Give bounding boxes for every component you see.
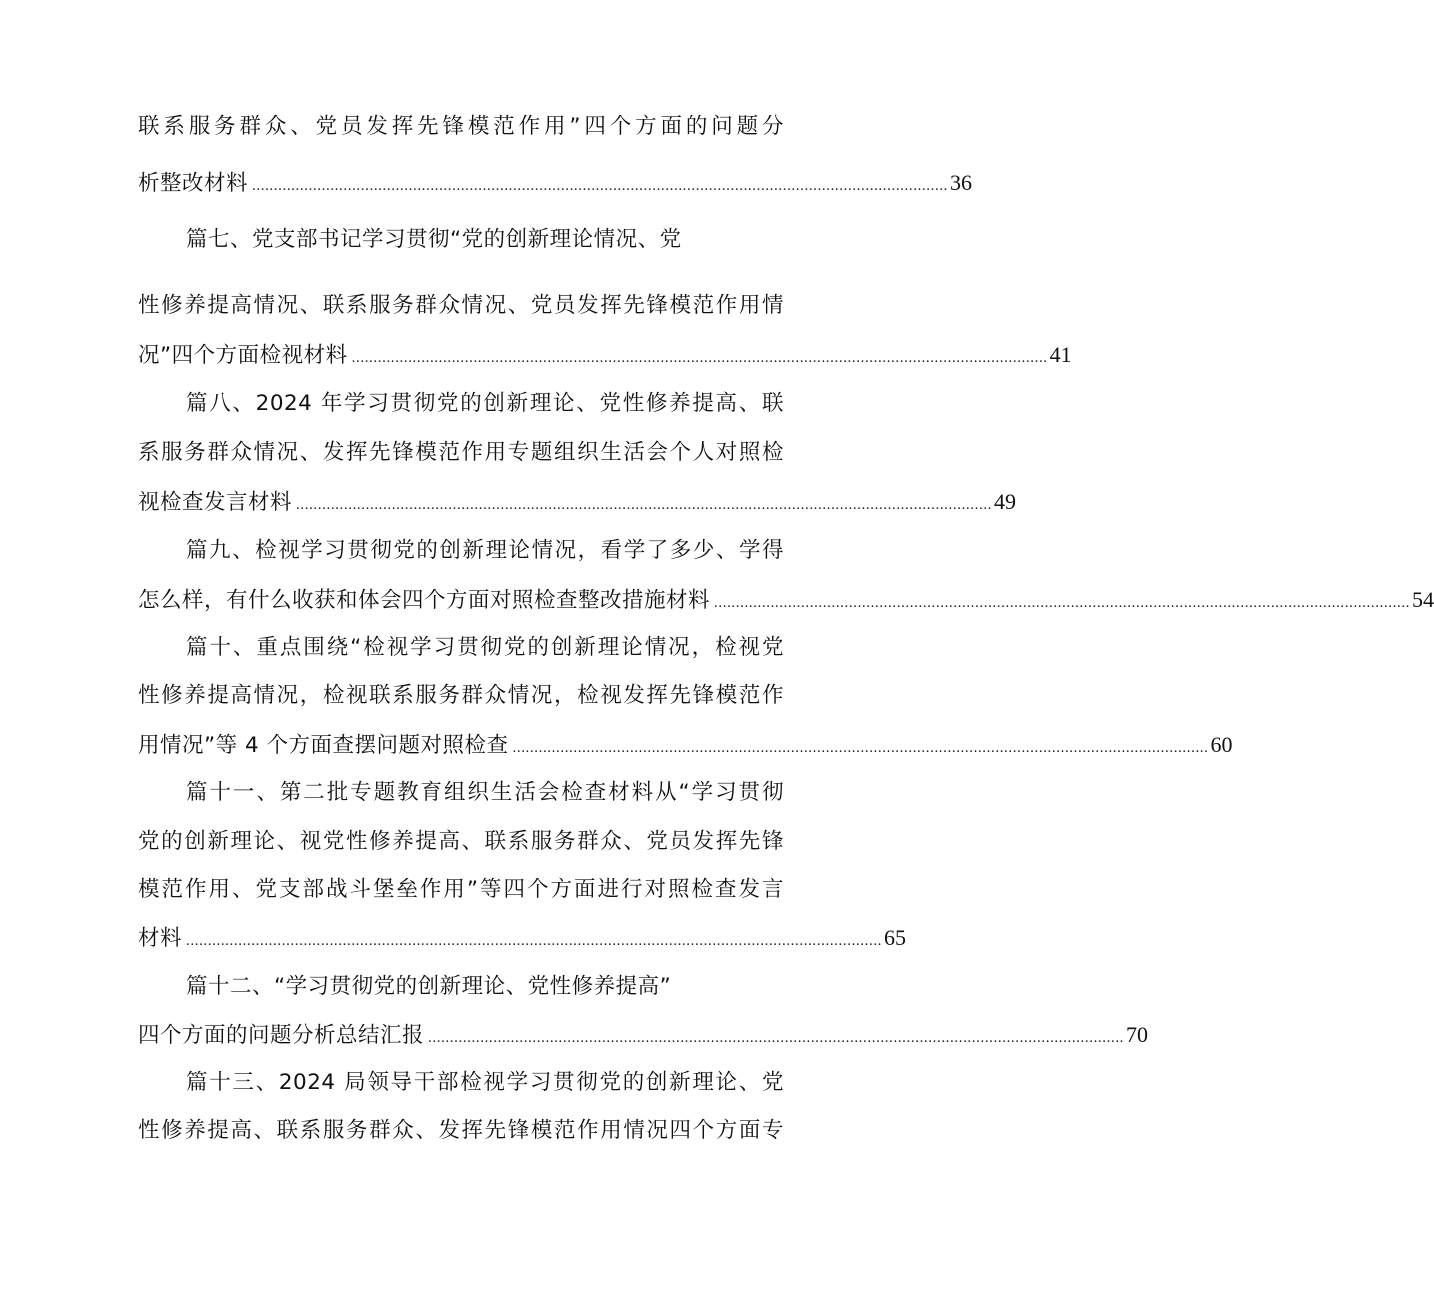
toc-entry-last-line[interactable] bbox=[138, 1015, 1149, 1055]
toc-page-number: 70 bbox=[1126, 1022, 1149, 1047]
dot-leader: ................................................................................................................................................................ bbox=[186, 933, 883, 949]
toc-page-number: 54 bbox=[1412, 587, 1434, 612]
toc-entry-last-line[interactable] bbox=[138, 163, 973, 203]
toc-page-number: 49 bbox=[994, 489, 1017, 514]
toc-entry-title: 怎么样，有什么收获和体会四个方面对照检查整改措施材料 bbox=[138, 588, 711, 613]
dot-leader: ................................................................................................................................................................ bbox=[252, 178, 949, 194]
toc-entry-line: 篇十、重点围绕“检视学习贯彻党的创新理论情况，检视党 bbox=[186, 635, 784, 660]
toc-entry-title: 材料 bbox=[138, 926, 183, 951]
toc-entry-line: 性修养提高情况、联系服务群众情况、党员发挥先锋模范作用情 bbox=[138, 293, 784, 318]
toc-entry-last-line[interactable] bbox=[138, 725, 1233, 765]
toc-entry-line: 篇九、检视学习贯彻党的创新理论情况，看学了多少、学得 bbox=[186, 538, 784, 563]
toc-entry-line: 篇十三、2024 局领导干部检视学习贯彻党的创新理论、党 bbox=[186, 1070, 784, 1095]
toc-entry-title: 视检查发言材料 bbox=[138, 490, 293, 515]
toc-entry-last-line[interactable] bbox=[138, 335, 1072, 375]
toc-entry-line: 性修养提高情况，检视联系服务群众情况，检视发挥先锋模范作 bbox=[138, 683, 784, 708]
toc-entry-line: 联系服务群众、党员发挥先锋模范作用”四个方面的问题分 bbox=[138, 114, 784, 139]
toc-entry-title: 用情况”等 4 个方面查摆问题对照检查 bbox=[138, 733, 509, 758]
dot-leader: ................................................................................................................................................................ bbox=[512, 740, 1209, 756]
toc-entry-last-line[interactable] bbox=[138, 482, 1017, 522]
toc-entry-line: 党的创新理论、视党性修养提高、联系服务群众、党员发挥先锋 bbox=[138, 829, 784, 854]
toc-entry-last-line[interactable] bbox=[138, 580, 1434, 620]
toc-page-number: 60 bbox=[1210, 732, 1233, 757]
toc-page-number: 36 bbox=[950, 170, 973, 195]
toc-page-number: 41 bbox=[1049, 342, 1072, 367]
dot-leader: ................................................................................................................................................................ bbox=[351, 350, 1048, 366]
toc-entry-line: 篇七、党支部书记学习贯彻“党的创新理论情况、党 bbox=[186, 227, 682, 252]
toc-entry-line: 系服务群众情况、发挥先锋模范作用专题组织生活会个人对照检 bbox=[138, 440, 784, 465]
toc-page-number: 65 bbox=[884, 925, 907, 950]
toc-entry-title: 况”四个方面检视材料 bbox=[138, 343, 348, 368]
toc-entry-title: 四个方面的问题分析总结汇报 bbox=[138, 1023, 425, 1048]
toc-entry-line: 模范作用、党支部战斗堡垒作用”等四个方面进行对照检查发言 bbox=[138, 877, 784, 902]
dot-leader: ................................................................................................................................................................ bbox=[428, 1030, 1125, 1046]
toc-entry-line: 篇十一、第二批专题教育组织生活会检查材料从“学习贯彻 bbox=[186, 780, 784, 805]
toc-entry-line: 性修养提高、联系服务群众、发挥先锋模范作用情况四个方面专 bbox=[138, 1118, 784, 1143]
toc-entry-line: 篇十二、“学习贯彻党的创新理论、党性修养提高” bbox=[186, 974, 672, 999]
toc-entry-title: 析整改材料 bbox=[138, 171, 249, 196]
toc-entry-last-line[interactable] bbox=[138, 918, 907, 958]
dot-leader: ................................................................................................................................................................ bbox=[296, 497, 993, 513]
dot-leader: ................................................................................................................................................................ bbox=[714, 595, 1411, 611]
toc-entry-line: 篇八、2024 年学习贯彻党的创新理论、党性修养提高、联 bbox=[186, 391, 784, 416]
